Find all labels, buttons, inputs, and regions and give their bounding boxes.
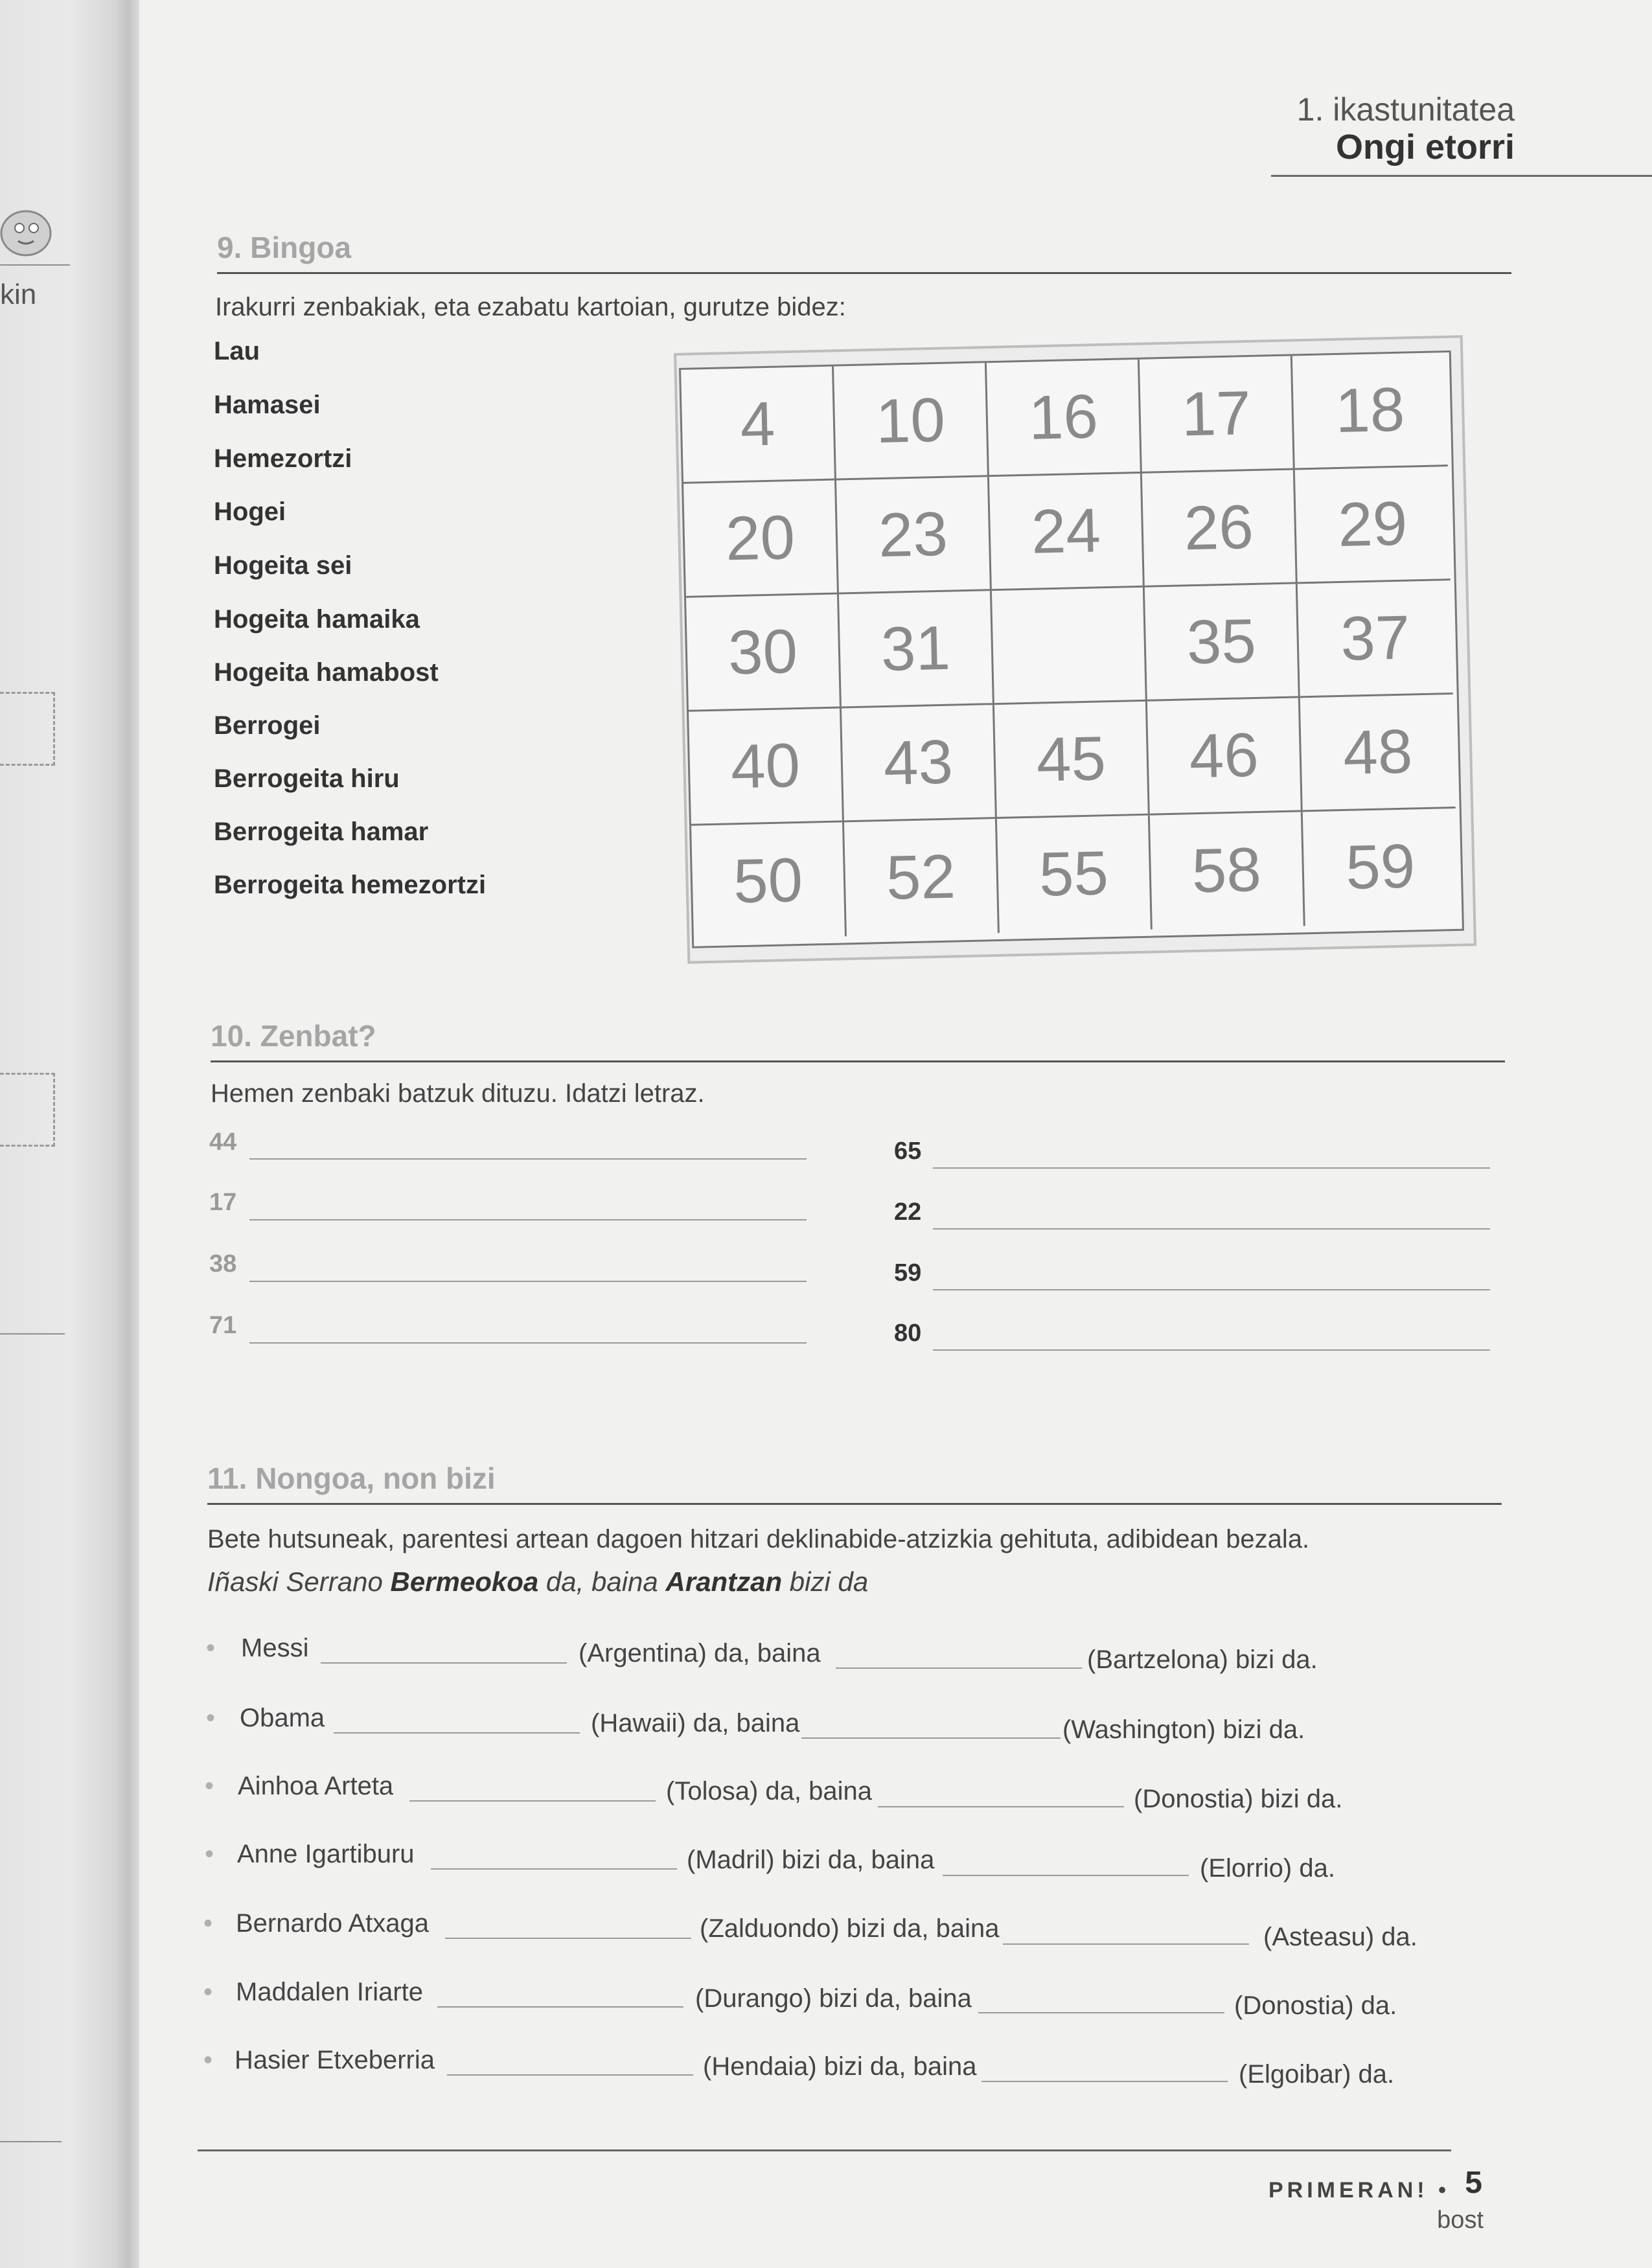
header-rule [1271,175,1652,177]
gutter-rule [0,264,70,266]
sentence-part: (Donostia) bizi da. [1134,1785,1343,1813]
answer-line[interactable] [321,1662,567,1664]
bingo-cell[interactable]: 24 [989,474,1145,591]
number-prompt: 44 [209,1128,237,1156]
answer-line[interactable] [431,1868,677,1870]
answer-line[interactable] [249,1219,807,1220]
ex11-example: Iñaski Serrano Bermeokoa da, baina Arantzan bizi da [207,1566,869,1597]
bingo-cell[interactable]: 48 [1300,694,1456,812]
number-prompt: 71 [209,1312,237,1339]
number-prompt: 65 [894,1138,922,1165]
ex9-title: 9. Bingoa [217,231,352,264]
number-prompt: 17 [209,1189,237,1216]
answer-line[interactable] [445,1938,691,1939]
ex11-instruction: Bete hutsuneak, parentesi artean dagoen hitzari deklinabide-atzizkia gehituta, adibidean bezala. [207,1525,1310,1553]
sentence-part: (Madril) bizi da, baina [687,1846,935,1874]
bingo-cell[interactable]: 16 [987,360,1142,477]
person-name: Obama [240,1704,325,1732]
bingo-cell[interactable]: 4 [681,367,836,484]
number-prompt: 22 [894,1198,922,1226]
answer-line[interactable] [933,1228,1490,1230]
answer-line[interactable] [933,1349,1490,1351]
bingo-cell[interactable]: 20 [683,481,839,598]
ex11-title: 11. Nongoa, non bizi [207,1461,496,1495]
footer-rule [198,2149,1451,2151]
bingo-cell[interactable]: 43 [842,705,997,822]
sentence-part: (Tolosa) da, baina [666,1777,872,1805]
ex9-rule [217,272,1511,274]
ex10-rule [211,1060,1505,1062]
bingo-cell[interactable]: 17 [1140,356,1295,474]
bullet: • [203,2046,213,2074]
ex9-instruction: Irakurri zenbakiak, eta ezabatu kartoian, gurutze bidez: [215,293,846,321]
bingo-cell[interactable]: 37 [1298,580,1453,698]
ex10-instruction: Hemen zenbaki batzuk dituzu. Idatzi letraz. [211,1079,705,1108]
answer-line[interactable] [447,2074,693,2076]
sentence-part: (Hendaia) bizi da, baina [703,2052,977,2081]
number-prompt: 38 [209,1250,237,1277]
bingo-cell[interactable]: 29 [1295,466,1451,584]
answer-line[interactable] [1003,1943,1249,1945]
bullet: • [203,1978,213,2006]
bingo-cell-free[interactable] [992,588,1147,705]
sentence-part: (Elgoibar) da. [1239,2060,1395,2089]
bingo-cell[interactable]: 58 [1150,812,1305,929]
footer-brand: PRIMERAN! • [1268,2178,1450,2203]
answer-line[interactable] [409,1800,656,1802]
bingo-cell[interactable]: 31 [839,591,994,708]
gutter-rule [0,2141,62,2142]
answer-line[interactable] [836,1667,1082,1669]
ex11-rule [207,1503,1502,1505]
sentence-part: (Donostia) da. [1234,1991,1397,2020]
page-number-word: bost [1437,2206,1484,2234]
bingo-cell[interactable]: 50 [691,822,847,939]
number-word: Hemezortzi [214,444,352,473]
sentence-part: (Durango) bizi da, baina [695,1984,972,2013]
gutter-text: kin [0,279,37,310]
person-name: Ainhoa Arteta [238,1772,394,1800]
number-word: Berrogeita hemezortzi [214,871,487,899]
bingo-cell[interactable]: 30 [686,594,842,711]
bingo-cell[interactable]: 26 [1142,470,1298,587]
bullet: • [203,1909,213,1938]
sentence-part: (Argentina) da, baina [579,1639,821,1667]
bingo-card [679,350,1464,948]
answer-line[interactable] [249,1342,807,1344]
bingo-cell[interactable]: 40 [689,708,844,825]
bullet: • [205,1840,214,1868]
number-word: Hogeita hamaika [214,605,420,634]
bingo-cell[interactable]: 59 [1345,831,1416,902]
answer-line[interactable] [334,1732,580,1734]
unit-number: 1. ikastunitatea [1296,91,1515,128]
number-prompt: 80 [894,1320,922,1347]
answer-line[interactable] [878,1806,1124,1807]
bingo-cell[interactable]: 23 [836,477,992,594]
answer-line[interactable] [978,2012,1224,2013]
mascot-icon [0,194,71,266]
person-name: Bernardo Atxaga [236,1909,429,1938]
answer-line[interactable] [249,1158,807,1160]
person-name: Maddalen Iriarte [236,1978,424,2006]
number-word: Lau [214,337,260,365]
page-number: 5 [1465,2166,1482,2200]
bingo-cell[interactable]: 45 [994,702,1150,819]
gutter-dashed-box [0,692,55,766]
unit-title: Ongi etorri [1335,128,1515,166]
answer-line[interactable] [981,2081,1228,2082]
bingo-cell[interactable]: 46 [1147,698,1303,815]
bingo-cell[interactable]: 35 [1145,584,1300,701]
ex10-title: 10. Zenbat? [211,1019,376,1053]
number-word: Hamasei [214,391,321,419]
bullet: • [206,1704,216,1732]
number-word: Hogei [214,498,286,526]
gutter-rule [0,1333,65,1334]
sentence-part: (Zalduondo) bizi da, baina [700,1914,1000,1943]
answer-line[interactable] [437,2006,683,2008]
number-prompt: 59 [894,1259,922,1287]
bullet: • [205,1772,214,1800]
answer-line[interactable] [933,1167,1490,1169]
number-word: Berrogeita hamar [214,818,429,846]
gutter-dashed-box [0,1073,55,1147]
sentence-part: (Asteasu) da. [1263,1923,1417,1951]
sentence-part: (Elorrio) da. [1200,1854,1335,1883]
bingo-cell[interactable]: 18 [1292,352,1448,470]
answer-line[interactable] [943,1875,1189,1876]
number-word: Berrogeita hiru [214,764,400,793]
bullet: • [206,1634,216,1662]
answer-line[interactable] [249,1281,807,1282]
bingo-cell[interactable]: 55 [997,816,1153,933]
number-word: Berrogei [214,711,321,740]
sentence-part: (Bartzelona) bizi da. [1087,1645,1318,1674]
answer-line[interactable] [933,1289,1490,1290]
sentence-part: (Washington) bizi da. [1062,1715,1305,1744]
person-name: Hasier Etxeberria [235,2046,435,2074]
sentence-part: (Hawaii) da, baina [591,1709,800,1737]
answer-line[interactable] [801,1737,1061,1739]
person-name: Messi [241,1634,309,1662]
person-name: Anne Igartiburu [237,1840,415,1868]
number-word: Hogeita hamabost [214,658,439,687]
bingo-cell[interactable]: 52 [844,819,1000,936]
bingo-cell[interactable]: 10 [834,363,989,480]
number-word: Hogeita sei [214,551,352,580]
